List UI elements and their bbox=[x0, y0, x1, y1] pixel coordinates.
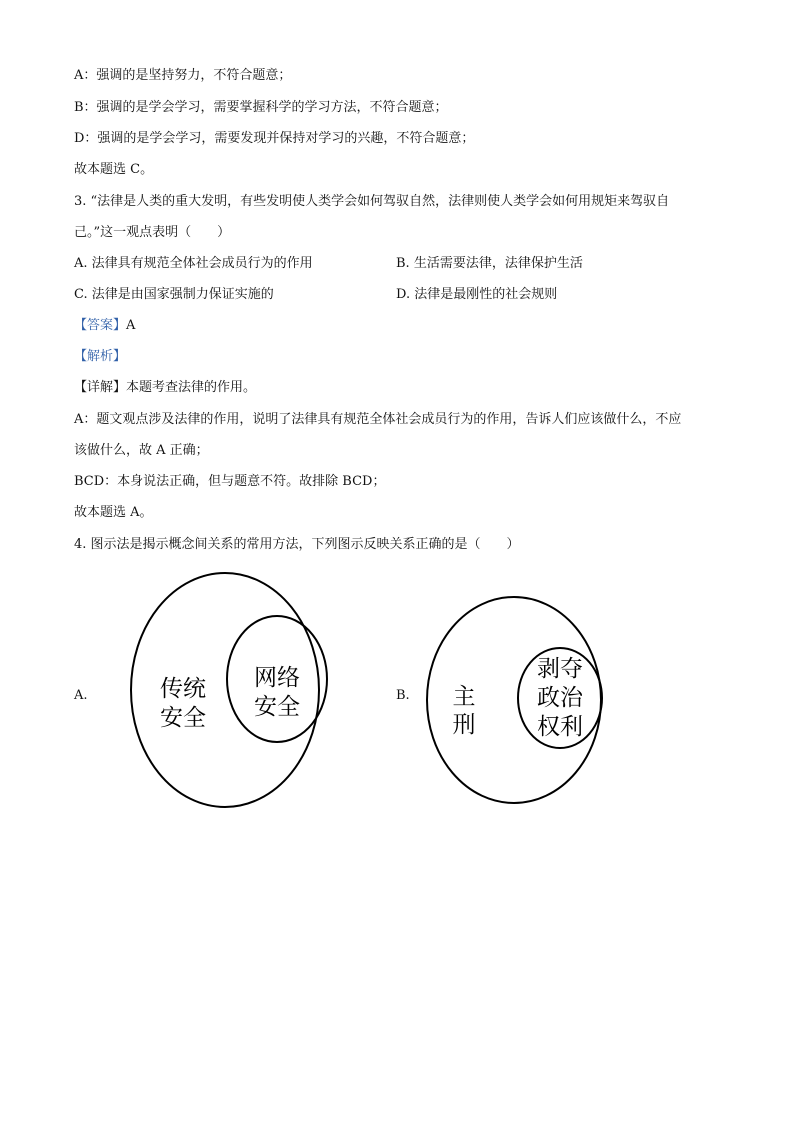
q3-answer-row bbox=[74, 317, 135, 335]
q3-stem-line2: 己。”这一观点表明（ ） bbox=[74, 225, 231, 240]
analysis-tag: 【解析】 bbox=[74, 349, 127, 364]
q3-stem-line1: 3. “法律是人类的重大发明，有些发明使人类学会如何驾驭自然，法律则使人类学会如何用规矩来驾驭自 bbox=[74, 194, 670, 209]
q3-option-b: B. 生活需要法律，法律保护生活 bbox=[396, 256, 583, 271]
answer-value: A bbox=[126, 318, 136, 333]
prev-explain-b: B：强调的是学会学习，需要掌握科学的学习方法，不符合题意； bbox=[74, 100, 448, 115]
outer-label-line1: 传统 bbox=[160, 676, 206, 702]
inner-label-line1: 网络 bbox=[254, 665, 300, 691]
outer-label-line2: 安全 bbox=[160, 705, 206, 731]
q3-explain-line2: 该做什么，故 A 正确； bbox=[74, 443, 209, 458]
q3-option-d: D. 法律是最刚性的社会规则 bbox=[396, 287, 558, 302]
inner-label-line3: 权利 bbox=[537, 714, 583, 740]
q4-stem: 4. 图示法是揭示概念间关系的常用方法，下列图示反映关系正确的是（ ） bbox=[74, 537, 520, 552]
q3-explain-line3: BCD：本身说法正确，但与题意不符。故排除 BCD； bbox=[74, 474, 386, 489]
inner-label-line2: 安全 bbox=[254, 694, 300, 720]
q3-conclusion: 故本题选 A。 bbox=[74, 505, 153, 520]
q3-option-a: A. 法律具有规范全体社会成员行为的作用 bbox=[74, 256, 313, 271]
inner-label-line1: 剥夺 bbox=[537, 656, 583, 682]
q3-explain-line1: A：题文观点涉及法律的作用，说明了法律具有规范全体社会成员行为的作用，告诉人们应该做什么，不应 bbox=[74, 412, 682, 427]
q3-detail: 【详解】本题考查法律的作用。 bbox=[74, 380, 257, 395]
diagram-b bbox=[424, 594, 614, 809]
prev-explain-d: D：强调的是学会学习，需要发现并保持对学习的兴趣，不符合题意； bbox=[74, 131, 475, 146]
diagram-b-label: B. bbox=[396, 688, 410, 703]
prev-explain-a: A：强调的是坚持努力，不符合题意； bbox=[74, 68, 292, 83]
diagram-a bbox=[128, 572, 328, 812]
prev-conclusion: 故本题选 C。 bbox=[74, 162, 154, 177]
diagram-a-label: A. bbox=[74, 688, 88, 703]
outer-label-line2: 刑 bbox=[452, 712, 476, 738]
inner-label-line2: 政治 bbox=[537, 685, 583, 711]
outer-label-line1: 主 bbox=[452, 684, 476, 710]
answer-tag: 【答案】 bbox=[74, 318, 127, 333]
q3-option-c: C. 法律是由国家强制力保证实施的 bbox=[74, 287, 274, 302]
